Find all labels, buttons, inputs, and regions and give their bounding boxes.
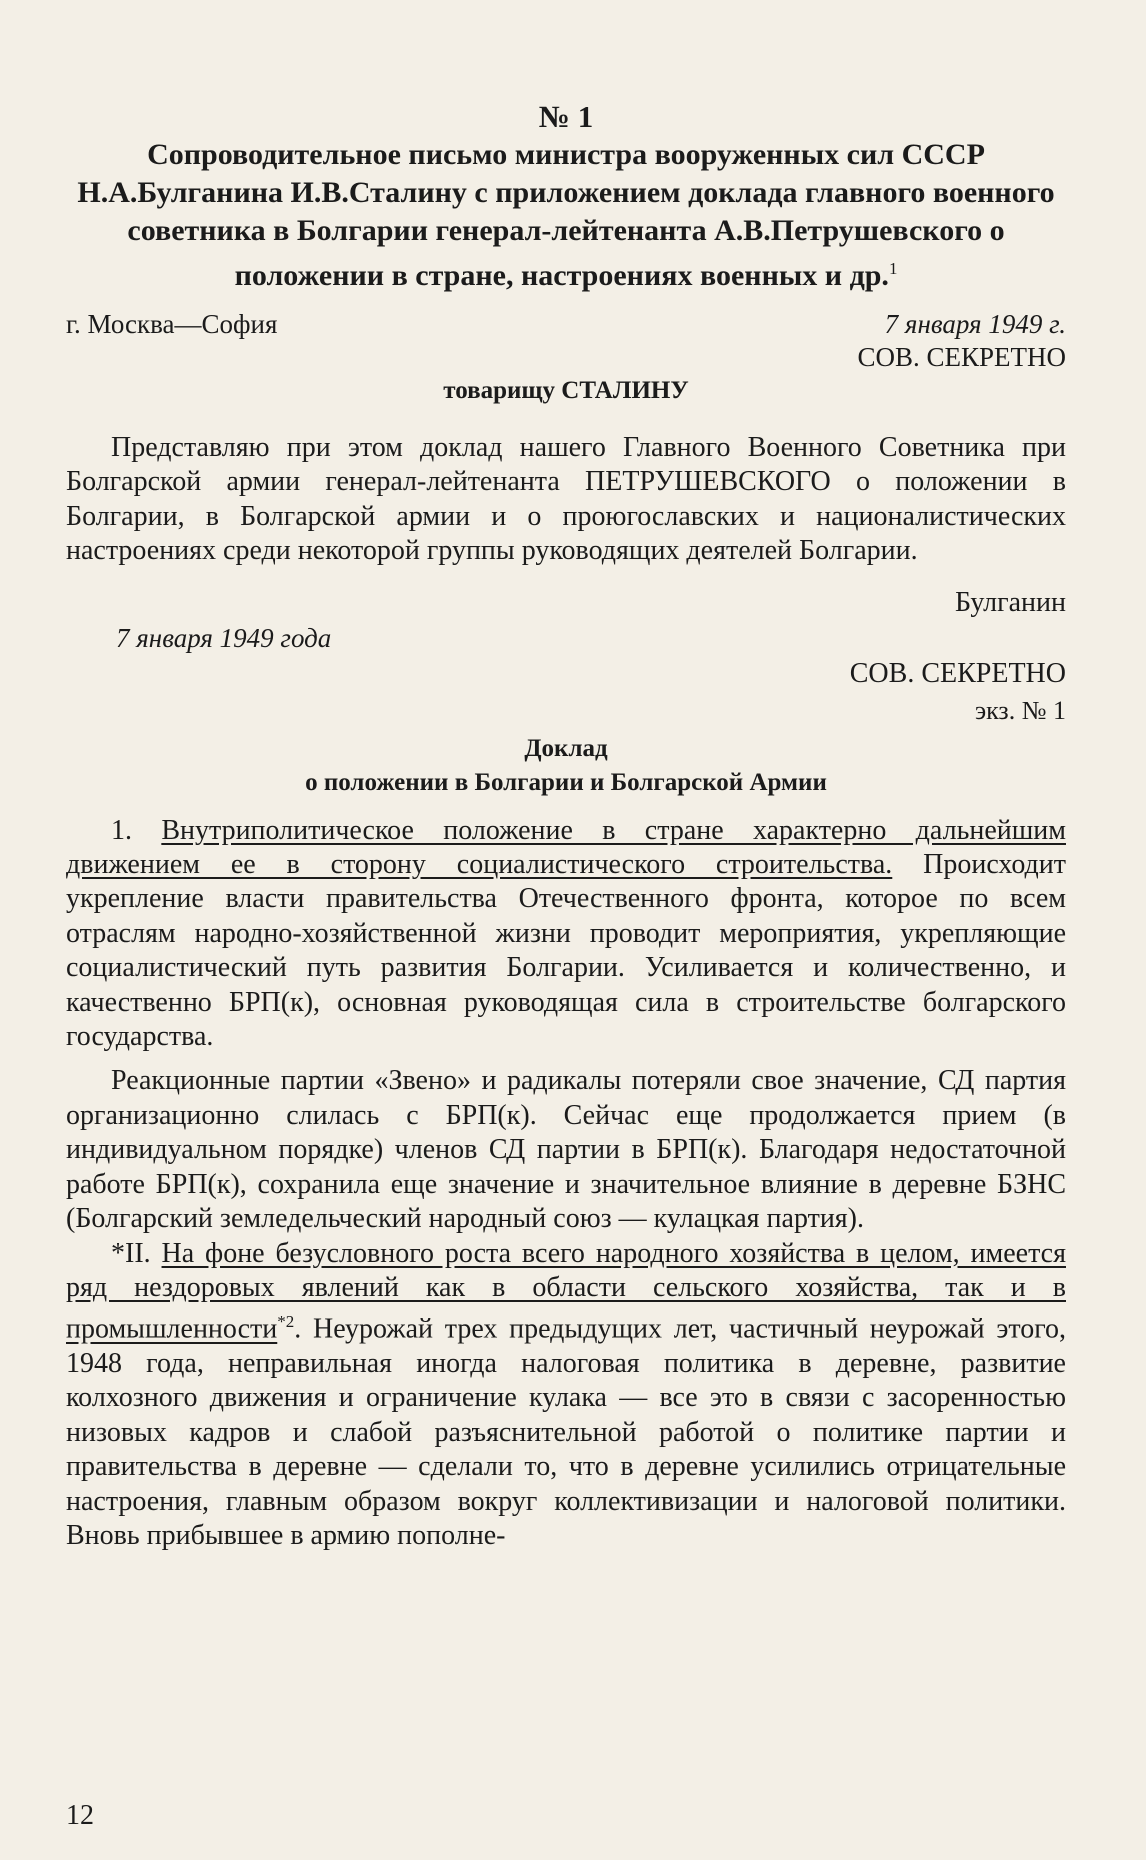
paragraph-1-underlined: Внутриполитическое положение в стране характерно дальнейшим движением ее в сторону социалистического строительства. xyxy=(66,814,1066,881)
place-date-row xyxy=(66,309,1066,340)
letter-date: 7 января 1949 г. xyxy=(884,309,1066,339)
letter-signature: Булганин xyxy=(955,586,1066,618)
paragraph-1-lead: 1. xyxy=(111,814,162,846)
document-number: № 1 xyxy=(538,99,594,134)
report-title-line1: Доклад xyxy=(524,734,608,762)
page-number: 12 xyxy=(66,1800,94,1831)
signature-date: 7 января 1949 года xyxy=(116,622,332,653)
letter-addressee: товарищу СТАЛИНУ xyxy=(443,377,689,404)
letter-classification: СОВ. СЕКРЕТНО xyxy=(857,342,1066,372)
heading-footnote-mark: 1 xyxy=(888,259,898,278)
paragraph-3-rest: . Неурожай трех предыдущих лет, частичный неурожай этого, 1948 года, неправильная иногда налоговая политика в деревне, развитие колхозного движения и ограничение кулака — все это в связи с засоренностью низовых кадров и слабой разъяснительной работой о политике партии и правительства в деревне — сделали то, что в деревне усилились отрицательные настроения, главным образом вокруг коллективизации и налоговой политики. Вновь прибывшее в армию пополне- xyxy=(66,1313,1066,1552)
page-content xyxy=(66,98,1066,1553)
paragraph-3-lead: *II. xyxy=(111,1237,162,1269)
paragraph-1-rest: Происходит укрепление власти правительства Отечественного фронта, которое по всем отраслям народно-хозяйственной жизни проводит мероприятия, укрепляющие социалистический путь развития Болгарии. Усиливается и количественно, и качественно БРП(к), основная руководящая сила в строительстве болгарского государства. xyxy=(66,849,1067,1053)
report-title xyxy=(66,732,1066,800)
document-title: Сопроводительное письмо министра вооруженных сил СССР Н.А.Булганина И.В.Сталину с приложением доклада главного военного советника в Болгарии генерал-лейтенанта А.В.Петрушевского о положении в стране, настроениях военных и др. xyxy=(77,138,1055,292)
paragraph-3-underlined: На фоне безусловного роста всего народного хозяйства в целом, имеется ряд нездоровых явлений как в области сельского хозяйства, так и в промышленности xyxy=(66,1237,1066,1345)
letter-body: Представляю при этом доклад нашего Главного Военного Советника при Болгарской армии генерал-лейтенанта ПЕТРУШЕВСКОГО о положении в Болгарии, в Болгарской армии и о проюгославских и националистических настроениях среди некоторой группы руководящих деятелей Болгарии. xyxy=(66,432,1066,567)
paragraph-3-footnote: *2 xyxy=(277,1312,295,1332)
report-paragraph-3 xyxy=(66,1237,1066,1554)
report-paragraph-2: Реакционные партии «Звено» и радикалы потеряли свое значение, СД партия организационно слилась с БРП(к). Сейчас еще продолжается прием (в индивидуальном порядке) членов СД партии в БРП(к). Благодаря недостаточной работе БРП(к), сохранила еще значение и значительное влияние в деревне БЗНС (Болгарский земледельческий народный союз — кулацкая партия). xyxy=(66,1065,1066,1235)
report-title-line2: о положении в Болгарии и Болгарской Армии xyxy=(305,768,827,796)
report-classification: СОВ. СЕКРЕТНО xyxy=(849,657,1066,689)
report-paragraph-1 xyxy=(66,814,1066,1055)
document-heading xyxy=(66,98,1066,295)
report-copy-number: экз. № 1 xyxy=(974,695,1066,725)
letter-place: г. Москва—София xyxy=(66,309,278,339)
